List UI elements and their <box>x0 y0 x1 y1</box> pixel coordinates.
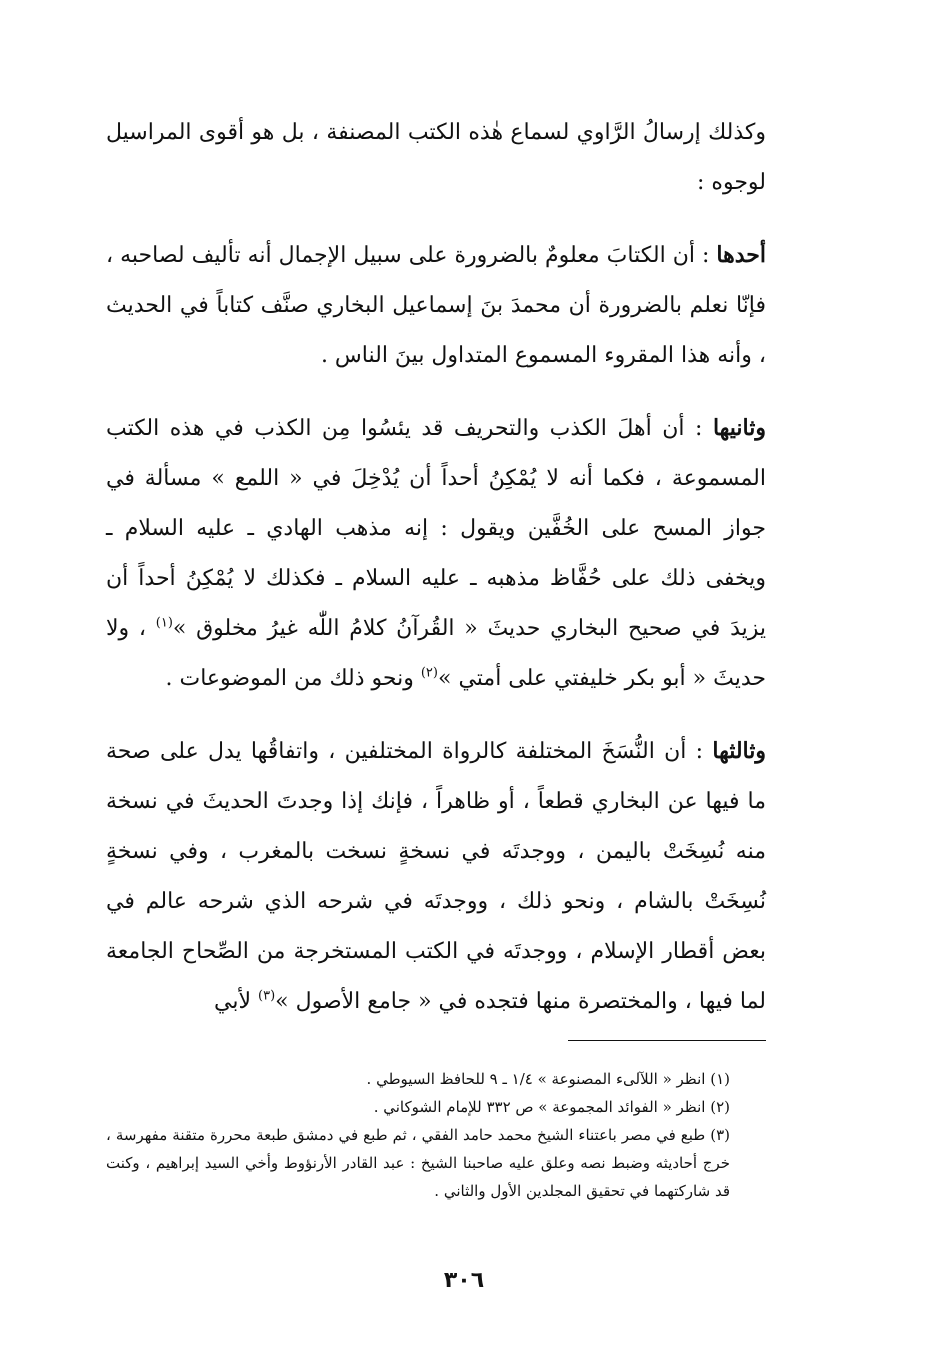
second-reason-text-b: ، ولا حديثَ « أبو بكر خليفتي على أمتي » <box>106 616 766 691</box>
first-reason-text: : أن الكتابَ معلومٌ بالضرورة على سبيل الإجمال أنه تأليف لصاحبه ، فإنّا نعلم بالضرورة أن محمدَ بنَ إسماعيل البخاري صنَّف كتاباً في الحديث ، وأنه هذا المقروء المسموع المتداول بينَ الناس . <box>106 243 766 368</box>
third-reason-text-b: لأبي <box>214 989 258 1014</box>
first-reason-paragraph <box>106 230 766 381</box>
page-number: ٣٠٦ <box>443 1268 485 1293</box>
main-text <box>106 108 766 1027</box>
footnote-ref-2: (٢) <box>420 665 438 681</box>
footnote-ref-1: (١) <box>155 615 173 631</box>
second-reason-text-c: ونحو ذلك من الموضوعات . <box>165 666 421 691</box>
intro-paragraph: وكذلك إرسالُ الرَّاوي لسماع هٰذه الكتب المصنفة ، بل هو أقوى المراسيل لوجوه : <box>106 120 766 195</box>
footnote-ref-3: (٣) <box>258 988 276 1004</box>
footnote-3: (٣) طبع في مصر باعتناء الشيخ محمد حامد الفقي ، ثم طبع في دمشق طبعة محررة متقنة مفهرسة ، خرج أحاديثه وضبط نصه وعلق عليه صاحبنا الشيخ : عبد القادر الأرنؤوط وأخي السيد إبراهيم ، وكنت قد شاركتهما في تحقيق المجلدين الأول والثاني . <box>106 1126 730 1200</box>
third-reason-lead: وثالثها <box>712 738 766 764</box>
footnote-separator <box>568 1040 766 1041</box>
second-reason-lead: وثانيها <box>712 415 766 441</box>
first-reason-lead: أحدها <box>716 242 766 268</box>
second-reason-text-a: : أن أهلَ الكذب والتحريف قد يئسُوا مِن الكذب في هذه الكتب المسموعة ، فكما أنه لا يُمْكِنُ أحداً أن يُدْخِلَ في « اللمع » مسألة في جواز المسح على الخُفَّين ويقول : إنه مذهب الهادي ـ عليه السلام ـ ويخفى ذلك على حُفَّاظ مذهبه ـ عليه السلام ـ فكذلك لا يُمْكِنُ أحداً أن يزيدَ في صحيح البخاري حديثَ « القُرآنُ كلامُ اللّٰه غيرُ مخلوق » <box>106 416 766 641</box>
second-reason-paragraph <box>106 403 766 704</box>
footnote-2: (٢) انظر « الفوائد المجموعة » ص ٣٣٢ للإمام الشوكاني . <box>373 1098 730 1116</box>
third-reason-text-a: : أن النُّسَخَ المختلفة كالرواة المختلفين ، واتفاقُها يدل على صحة ما فيها عن البخاري قطعاً ، أو ظاهراً ، فإنك إذا وجدتَ الحديثَ في نسخة منه نُسِخَتْ باليمن ، ووجدتَه في نسخةٍ نسخت بالمغرب ، وفي نسخةٍ نُسِخَتْ بالشام ، ونحو ذلك ، ووجدتَه في شرحه الذي شرحه عالم في بعض أقطار الإسلام ، ووجدتَه في الكتب المستخرجة من الصِّحاح الجامعة لما فيها ، والمختصرة منها فتجده في « جامع الأصول » <box>106 739 766 1014</box>
footnote-1: (١) انظر « اللآلىء المصنوعة » ١/٤ ـ ٩ للحافظ السيوطي . <box>366 1070 730 1088</box>
footnotes <box>106 1065 766 1205</box>
third-reason-paragraph <box>106 726 766 1027</box>
